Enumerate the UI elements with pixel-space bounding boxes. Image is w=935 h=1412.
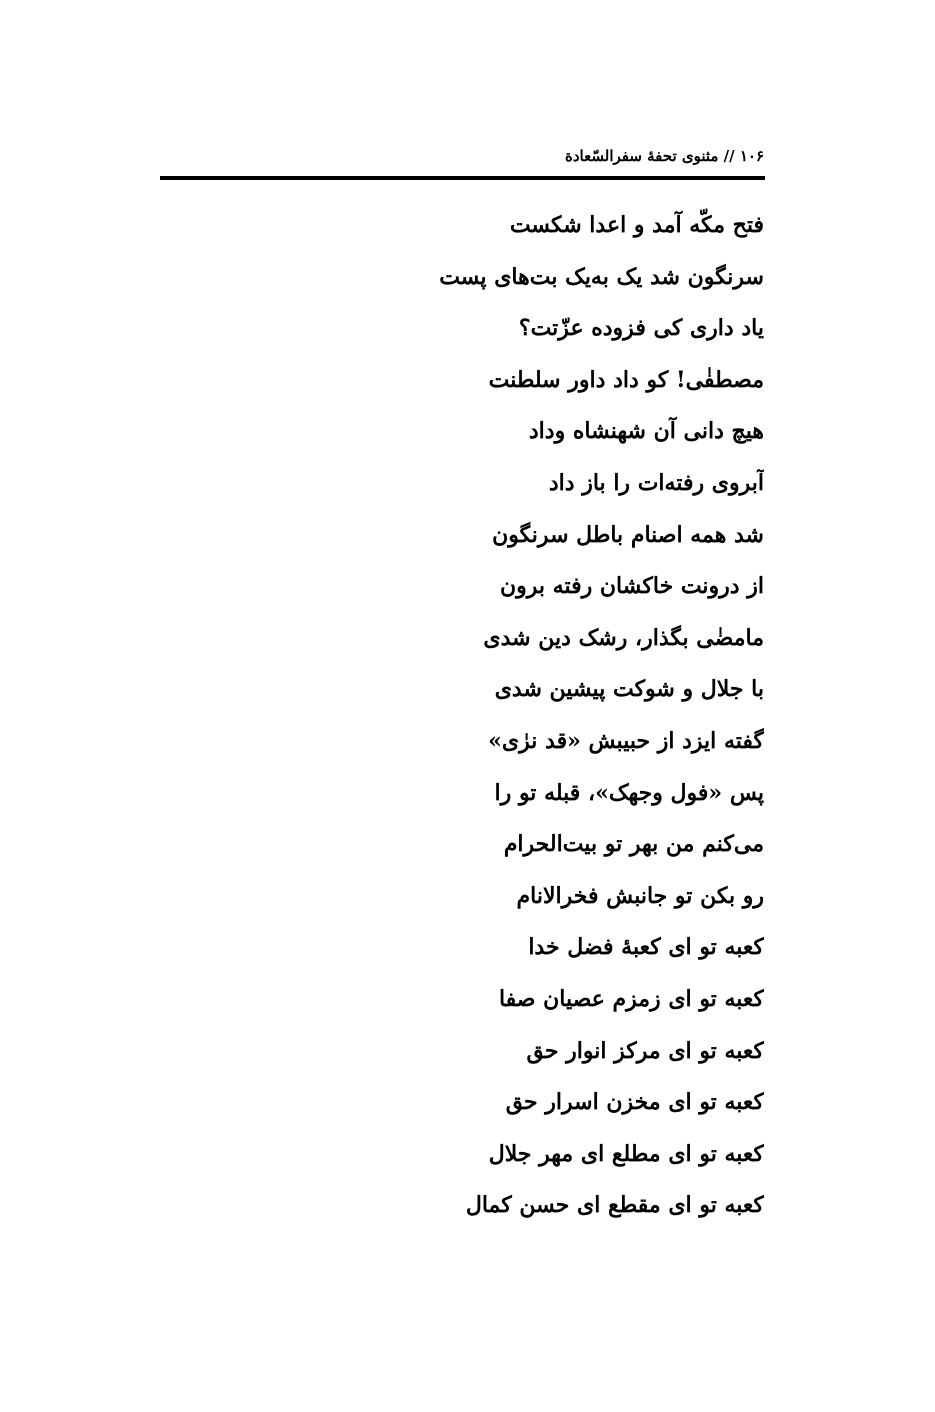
running-head: ۱۰۶ // مثنوی تحفۀ سفرالسّعادة [565,147,764,165]
verse-line: مصطفٰی! کو داد داور سلطنت [488,366,764,393]
verse-line: می‌کنم من بهر تو بیت‌الحرام [503,831,764,858]
verse-line: هیچ دانی آن شهنشاه وداد [528,418,764,445]
verse-line: کعبه تو ای کعبۀ فضل خدا [528,934,764,961]
verse-line: کعبه تو ای مقطع ای حسن کمال [465,1192,764,1219]
verse-line: کعبه تو ای زمزم عصیان صفا [498,985,764,1012]
verse-list [160,200,764,1232]
verse-line: مامضٰی بگذار، رشک دین شدی [483,624,764,651]
verse-line: کعبه تو ای مرکز انوار حق [526,1037,764,1064]
verse-line: کعبه تو ای مطلع ای مهر جلال [488,1140,764,1167]
verse-line: گفته ایزد از حبیبش «قد نرٰی» [488,727,764,754]
verse-line: یاد داری کی فزوده عزّتت؟ [518,315,764,342]
verse-line: فتح مکّه آمد و اعدا شکست [509,212,764,238]
verse-line: آبروی رفته‌ات را باز داد [548,469,764,496]
verse-line: شد همه اصنام باطل سرنگون [492,521,764,548]
verse-line: با جلال و شوکت پیشین شدی [494,676,764,703]
verse-line: پس «فول وجهک»، قبله تو را [494,779,764,806]
verse-line: کعبه تو ای مخزن اسرار حق [505,1089,764,1116]
header-rule [160,176,765,180]
verse-line: از درونت خاکشان رفته برون [499,573,764,600]
verse-line: رو بکن تو جانبش فخرالانام [516,882,764,909]
verse-line: سرنگون شد یک به‌یک بت‌های پست [439,263,764,290]
